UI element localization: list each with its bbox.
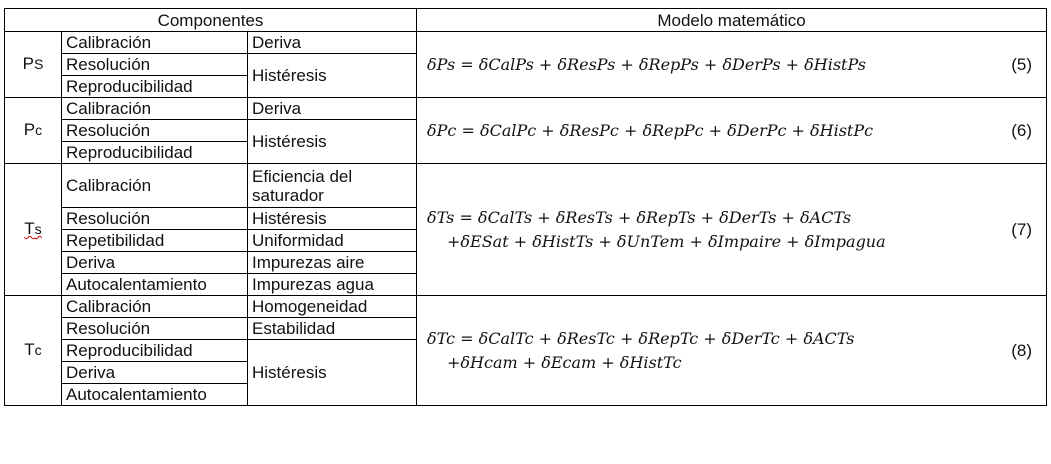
- source-cell: Histéresis: [248, 340, 417, 406]
- source-cell: Histéresis: [248, 208, 417, 230]
- source-cell: Homogeneidad: [248, 296, 417, 318]
- source-cell: Resolución: [62, 54, 248, 76]
- variable-ts-label: Ts: [24, 219, 42, 238]
- source-cell: Deriva: [248, 32, 417, 54]
- equation-cell: [417, 164, 1047, 296]
- equation-5: δPs = δCalPs + δResPs + δRepPs + δDerPs + δHistPs: [427, 54, 867, 74]
- source-cell: Reproducibilidad: [62, 340, 248, 362]
- variable-subscript: S: [33, 57, 44, 73]
- source-cell: Calibración: [62, 32, 248, 54]
- equation-6: δPc = δCalPc + δResPc + δRepPc + δDerPc + δHistPc: [427, 120, 874, 140]
- variable-tc: Tc: [5, 296, 62, 406]
- source-cell: Reproducibilidad: [62, 76, 248, 98]
- source-cell: Deriva: [62, 362, 248, 384]
- table-row: [5, 296, 1047, 318]
- table-row: [5, 164, 1047, 208]
- source-cell: Histéresis: [248, 120, 417, 164]
- table-row: [5, 98, 1047, 120]
- header-row: [5, 9, 1047, 32]
- source-cell: Autocalentamiento: [62, 384, 248, 406]
- components-header: Componentes: [5, 9, 417, 32]
- variable-pc: Pc: [5, 98, 62, 164]
- equation-number: (7): [1011, 220, 1032, 239]
- source-cell: Calibración: [62, 164, 248, 208]
- source-cell: Uniformidad: [248, 230, 417, 252]
- variable-ps: PS: [5, 32, 62, 98]
- equation-cell: [417, 98, 1047, 164]
- source-cell: Deriva: [62, 252, 248, 274]
- equation-cell: [417, 32, 1047, 98]
- source-cell: Impurezas aire: [248, 252, 417, 274]
- source-cell: Deriva: [248, 98, 417, 120]
- source-cell: Resolución: [62, 208, 248, 230]
- equation-number: (5): [1011, 55, 1032, 74]
- equation-8: [427, 327, 854, 375]
- source-cell: Resolución: [62, 120, 248, 142]
- source-cell: Calibración: [62, 296, 248, 318]
- components-table: [4, 8, 1047, 406]
- equation-7: [427, 206, 886, 254]
- source-cell: Autocalentamiento: [62, 274, 248, 296]
- equation-number: (6): [1011, 121, 1032, 140]
- equation-line: +δESat + δHistTs + δUnTem + δImpaire + δImpagua: [447, 231, 886, 251]
- equation-line: δTs = δCalTs + δResTs + δRepTs + δDerTs + δACTs: [427, 207, 852, 227]
- variable-subscript: s: [34, 222, 42, 238]
- source-cell: Estabilidad: [248, 318, 417, 340]
- equation-cell: [417, 296, 1047, 406]
- table-row: [5, 32, 1047, 54]
- equation-line: δTc = δCalTc + δResTc + δRepTc + δDerTc + δACTs: [427, 328, 855, 348]
- variable-subscript: c: [35, 123, 43, 139]
- equation-number: (8): [1011, 341, 1032, 360]
- source-cell: Histéresis: [248, 54, 417, 98]
- variable-subscript: c: [34, 343, 42, 359]
- source-cell: Reproducibilidad: [62, 142, 248, 164]
- equation-line: +δHcam + δEcam + δHistTc: [447, 352, 682, 372]
- source-cell: Impurezas agua: [248, 274, 417, 296]
- source-cell: [248, 164, 417, 208]
- source-cell-text: Eficiencia del saturador: [252, 166, 353, 205]
- variable-ts: [5, 164, 62, 296]
- source-cell: Repetibilidad: [62, 230, 248, 252]
- source-cell: Resolución: [62, 318, 248, 340]
- source-cell: Calibración: [62, 98, 248, 120]
- model-header: Modelo matemático: [417, 9, 1047, 32]
